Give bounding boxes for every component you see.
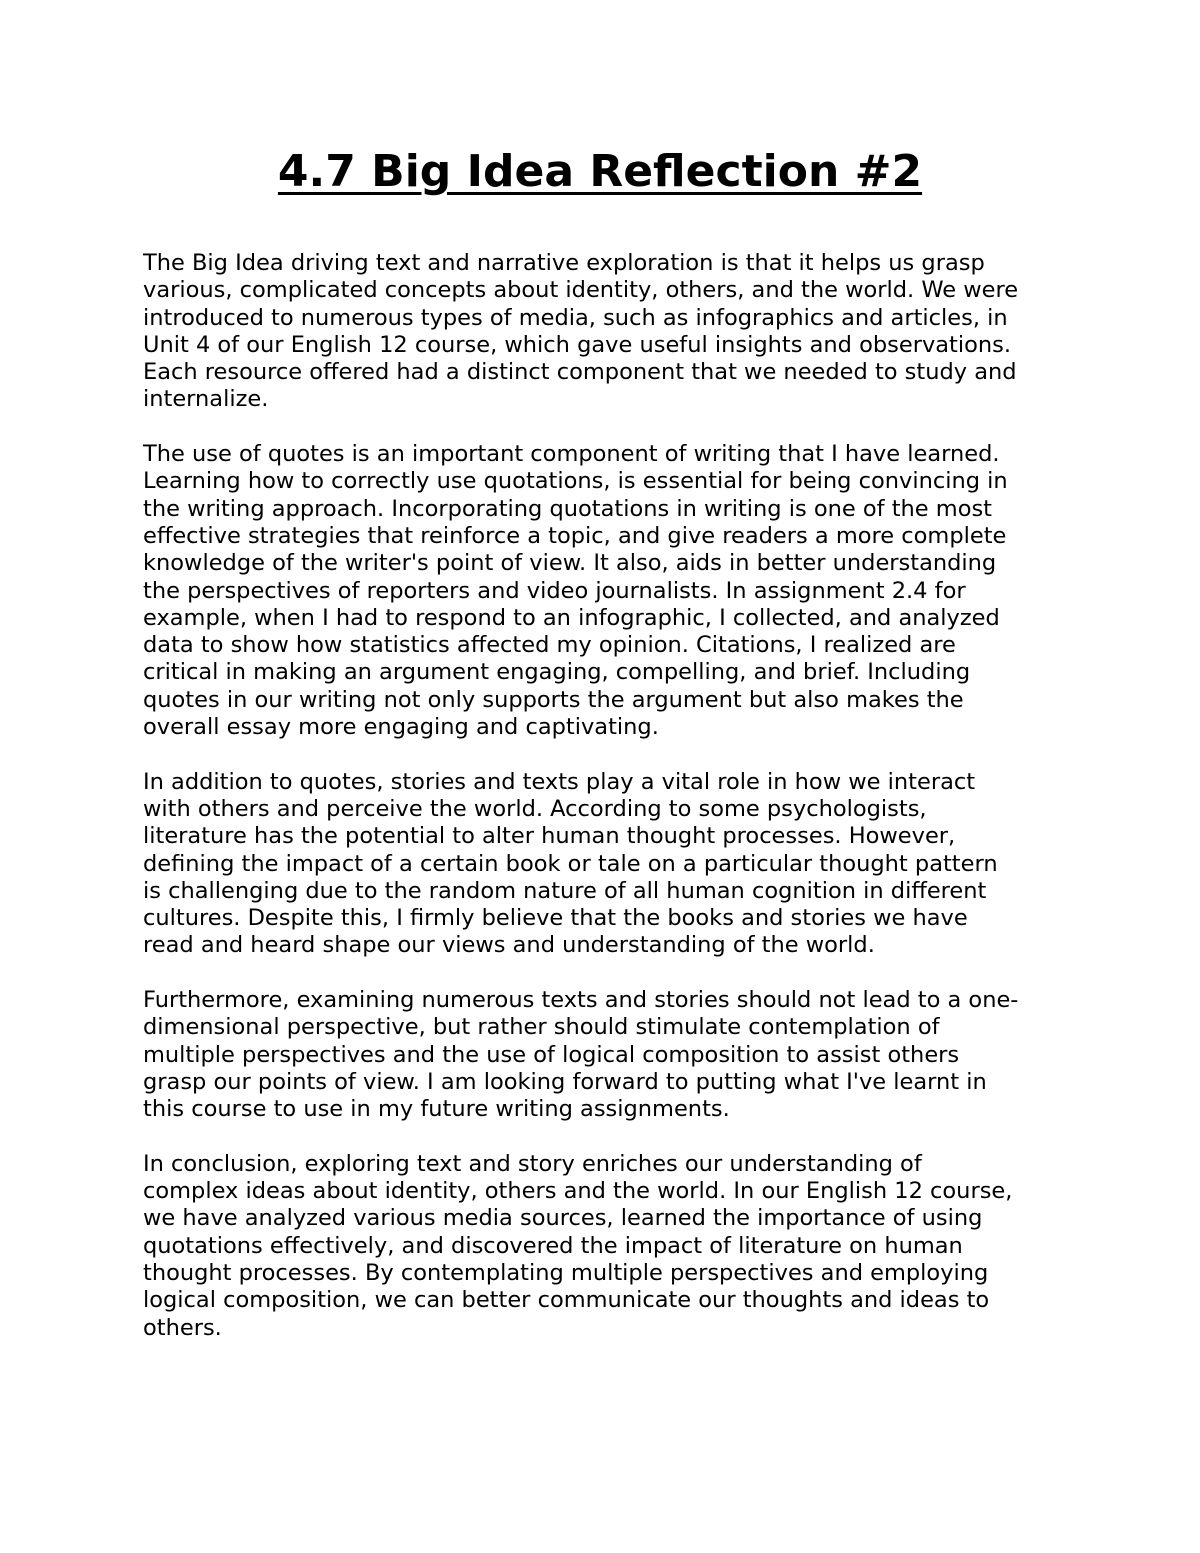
paragraph-line: quotes in our writing not only supports the argument but also makes the: [143, 686, 964, 713]
paragraph-line: Learning how to correctly use quotations, is essential for being convincing in: [143, 468, 1008, 495]
paragraph-line: In addition to quotes, stories and texts play a vital role in how we interact: [143, 768, 976, 795]
paragraph-line: the perspectives of reporters and video journalists. In assignment 2.4 for: [143, 577, 966, 604]
paragraph-line: this course to use in my future writing assignments.: [143, 1096, 730, 1123]
paragraph-line: others.: [143, 1314, 222, 1341]
paragraph-2: [143, 441, 1073, 741]
paragraph-line: complex ideas about identity, others and the world. In our English 12 course,: [143, 1178, 1013, 1205]
paragraph-line: the writing approach. Incorporating quotations in writing is one of the most: [143, 495, 993, 522]
paragraph-line: The use of quotes is an important component of writing that I have learned.: [143, 441, 1000, 468]
document-body: [143, 250, 1073, 1369]
paragraph-line: cultures. Despite this, I firmly believe that the books and stories we have: [143, 905, 968, 932]
paragraph-line: grasp our points of view. I am looking forward to putting what I've learnt in: [143, 1068, 987, 1095]
paragraph-line: logical composition, we can better communicate our thoughts and ideas to: [143, 1287, 990, 1314]
paragraph-line: defining the impact of a certain book or tale on a particular thought pattern: [143, 850, 998, 877]
paragraph-line: literature has the potential to alter human thought processes. However,: [143, 823, 956, 850]
paragraph-line: read and heard shape our views and understanding of the world.: [143, 932, 875, 959]
paragraph-line: example, when I had to respond to an infographic, I collected, and analyzed: [143, 604, 1000, 631]
paragraph-line: thought processes. By contemplating multiple perspectives and employing: [143, 1259, 989, 1286]
paragraph-line: various, complicated concepts about identity, others, and the world. We were: [143, 277, 1019, 304]
paragraph-line: Each resource offered had a distinct component that we needed to study and: [143, 359, 1017, 386]
paragraph-line: In conclusion, exploring text and story enriches our understanding of: [143, 1150, 922, 1177]
paragraph-line: multiple perspectives and the use of logical composition to assist others: [143, 1041, 960, 1068]
paragraph-line: quotations effectively, and discovered the impact of literature on human: [143, 1232, 963, 1259]
document-title: 4.7 Big Idea Reflection #2: [277, 146, 923, 197]
paragraph-line: Unit 4 of our English 12 course, which gave useful insights and observations.: [143, 331, 1012, 358]
paragraph-1: [143, 250, 1073, 414]
paragraph-line: we have analyzed various media sources, learned the importance of using: [143, 1205, 983, 1232]
paragraph-line: dimensional perspective, but rather should stimulate contemplation of: [143, 1014, 940, 1041]
paragraph-line: overall essay more engaging and captivating.: [143, 714, 659, 741]
paragraph-line: introduced to numerous types of media, such as infographics and articles, in: [143, 304, 1008, 331]
paragraph-3: [143, 769, 1073, 960]
paragraph-4: [143, 987, 1073, 1123]
paragraph-line: effective strategies that reinforce a topic, and give readers a more complete: [143, 522, 1007, 549]
paragraph-line: internalize.: [143, 386, 269, 413]
paragraph-line: Furthermore, examining numerous texts and stories should not lead to a one-: [143, 987, 1019, 1014]
paragraph-line: data to show how statistics affected my opinion. Citations, I realized are: [143, 632, 956, 659]
paragraph-5: [143, 1151, 1073, 1342]
paragraph-line: with others and perceive the world. According to some psychologists,: [143, 795, 927, 822]
paragraph-line: critical in making an argument engaging, compelling, and brief. Including: [143, 659, 971, 686]
paragraph-line: is challenging due to the random nature of all human cognition in different: [143, 877, 987, 904]
paragraph-line: The Big Idea driving text and narrative exploration is that it helps us grasp: [143, 250, 985, 276]
paragraph-line: knowledge of the writer's point of view. It also, aids in better understanding: [143, 550, 997, 577]
